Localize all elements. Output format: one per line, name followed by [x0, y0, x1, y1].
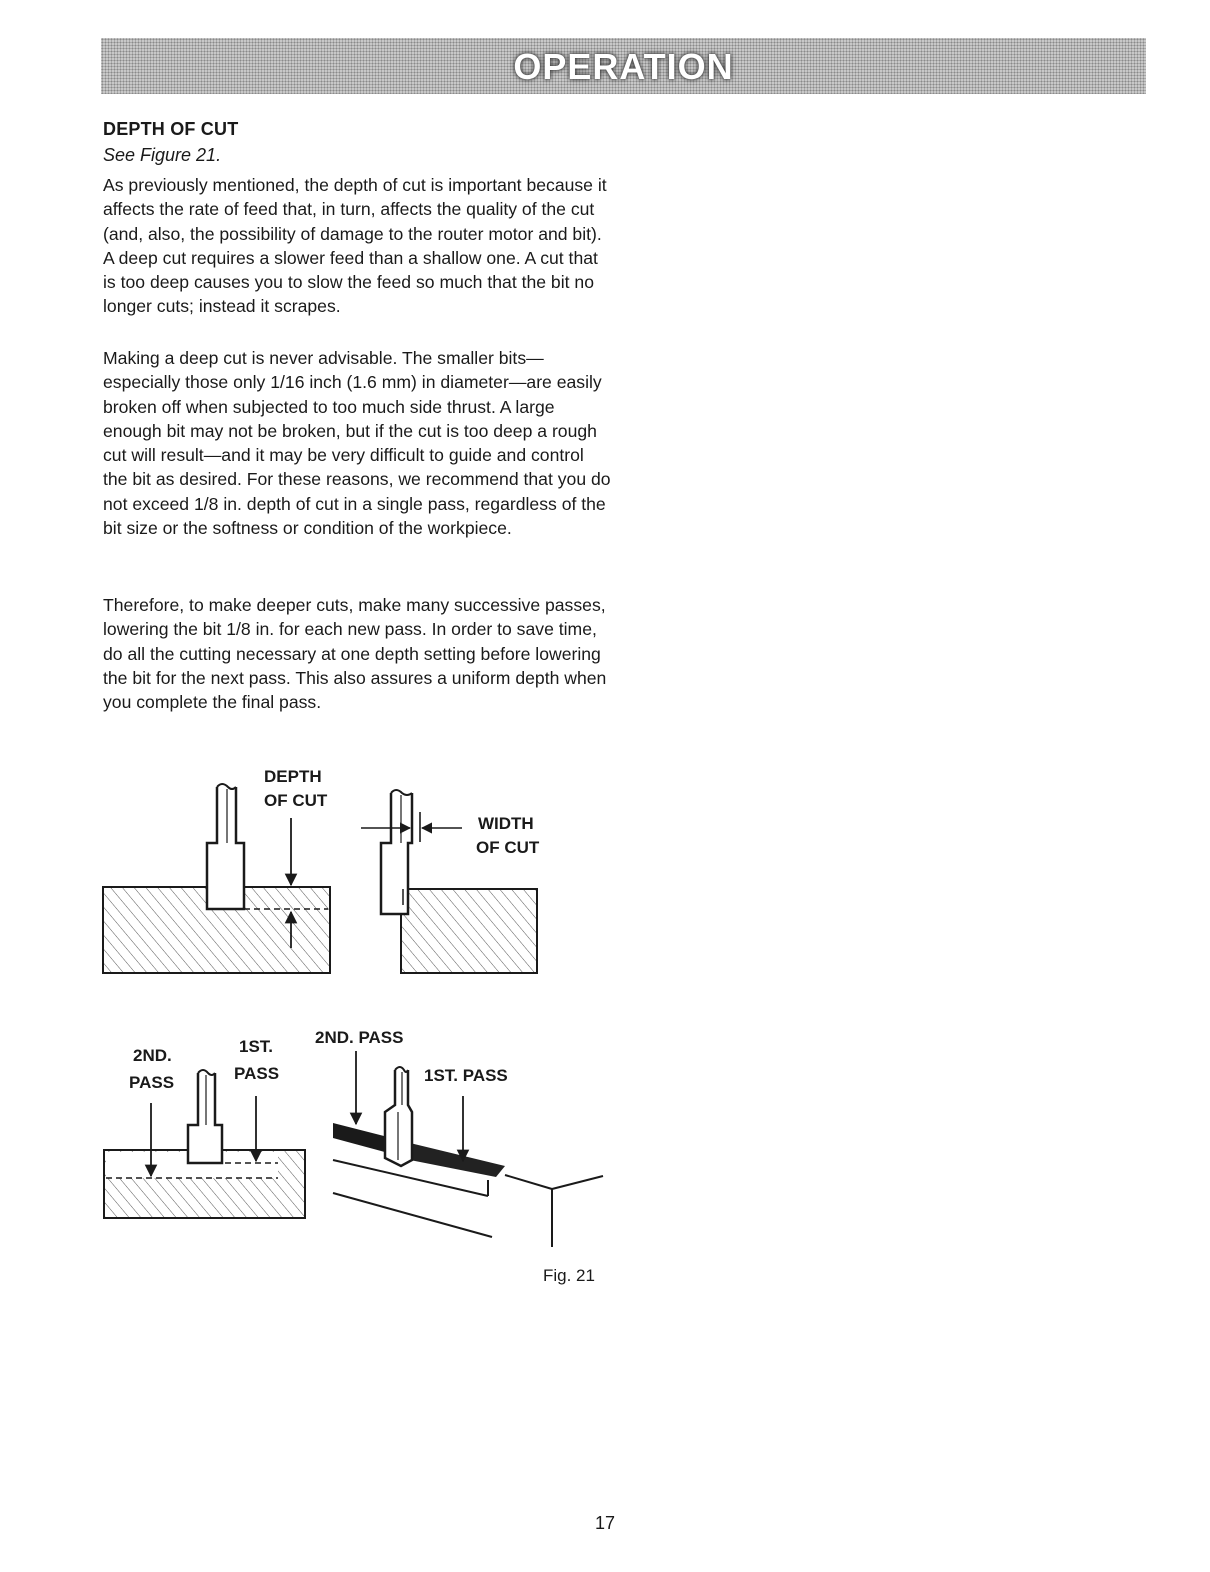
paragraph-1: As previously mentioned, the depth of cut is important because it affects the rate of feed that, in turn, affects the quality of the cut (and, also, the possibility of damage to the router motor and bit). A deep cut requires a slower feed than a shallow one. A cut that is too deep causes you to slow the feed so much that the bit no longer cuts; instead it scrapes.	[103, 175, 607, 317]
router-bit	[381, 793, 412, 914]
second-pass-groove	[333, 1123, 392, 1154]
paragraph-2: Making a deep cut is never advisable. The smaller bits—especially those only 1/16 inch (1.6 mm) in diameter—are easily broken off when subjected to too much side thrust. A large enough bit may not be broken, but if the cut is too deep a rough cut will result—and it may be very difficult to guide and control the bit as desired. For these reasons, we recommend that you do not exceed 1/8 in. depth of cut in a single pass, regardless of the bit size or the softness or condition of the workpiece.	[103, 348, 611, 539]
label-of-cut: OF CUT	[476, 838, 540, 857]
label-2nd: 2ND.	[133, 1046, 172, 1065]
paragraph-3: Therefore, to make deeper cuts, make many successive passes, lowering the bit 1/8 in. for each new pass. In order to save time, do all the cutting necessary at one depth setting before lowering the bit for the next pass. This also assures a uniform depth when you complete the final pass.	[103, 595, 607, 713]
router-bit	[188, 1073, 222, 1163]
workpiece-edge	[505, 1175, 552, 1189]
page-title: OPERATION	[513, 46, 734, 87]
label-1st-pass: 1ST. PASS	[424, 1066, 508, 1085]
label-1st: 1ST.	[239, 1037, 274, 1056]
label-2nd-pass: 2ND. PASS	[315, 1028, 404, 1047]
workpiece-block	[401, 889, 537, 973]
depth-of-cut-illustration	[103, 784, 330, 973]
figure-caption: Fig. 21	[543, 1266, 595, 1285]
figure-reference: See Figure 21.	[103, 145, 222, 165]
page-number: 17	[594, 1513, 616, 1533]
label-pass: PASS	[129, 1073, 175, 1092]
label-of-cut: OF CUT	[264, 791, 328, 810]
first-pass-groove	[410, 1143, 505, 1177]
workpiece-edge	[333, 1193, 492, 1237]
label-width: WIDTH	[478, 814, 534, 833]
label-pass: PASS	[234, 1064, 280, 1083]
label-depth: DEPTH	[264, 767, 322, 786]
section-heading: DEPTH OF CUT	[103, 119, 239, 139]
passes-cross-section	[104, 1070, 305, 1218]
workpiece-edge	[552, 1176, 603, 1189]
router-bit	[207, 787, 244, 909]
